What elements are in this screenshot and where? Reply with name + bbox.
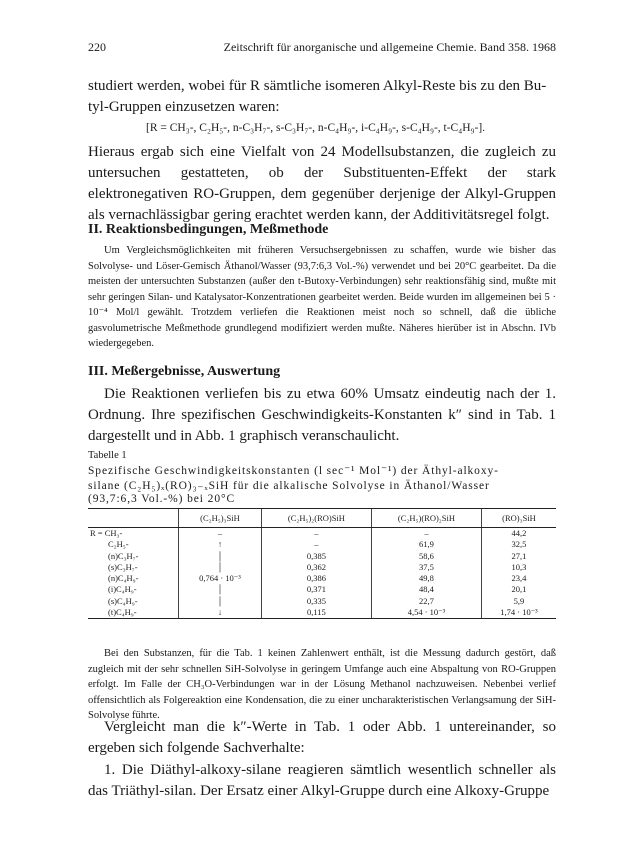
- row-label: (i)C₄H₉-: [108, 584, 137, 595]
- row-label: R = CH₃-: [90, 528, 123, 538]
- table-cell: –: [261, 539, 371, 550]
- table-cell: 37,5: [371, 562, 481, 573]
- table-cell: ↓: [179, 607, 262, 619]
- table-cell: –: [371, 528, 481, 540]
- table-row: [88, 562, 556, 573]
- table-cell: 22,7: [371, 596, 481, 607]
- table-row: [88, 596, 556, 607]
- table-cell: 27,1: [481, 551, 556, 562]
- table-cell: │: [179, 551, 262, 562]
- table-cell: 44,2: [481, 528, 556, 540]
- table-row: [88, 584, 556, 595]
- table-cell: 0,362: [261, 562, 371, 573]
- table-row: [88, 573, 556, 584]
- section-3-heading: III. Meßergebnisse, Auswertung: [88, 364, 281, 379]
- table-cell: 48,4: [371, 584, 481, 595]
- row-label: (s)C₄H₉-: [108, 595, 138, 606]
- table-cell: 5,9: [481, 596, 556, 607]
- table-cell: 0,115: [261, 607, 371, 619]
- page-number: 220: [88, 40, 106, 54]
- table-cell: 32,5: [481, 539, 556, 550]
- section-3-text: Die Reaktionen verliefen bis zu etwa 60% Umsatz eindeutig nach der 1. Ordnung. Ihre spezifischen Geschwindigkeits-Konstanten k″ sind in Tab. 1 dargestellt und in Abb. 1 graphisch veranschaulicht.: [88, 386, 556, 444]
- table-label: Tabelle 1: [88, 450, 127, 461]
- table-cell: 1,74 · 10⁻³: [481, 607, 556, 619]
- rate-constants-table: [88, 508, 556, 619]
- table-footnote: Bei den Substanzen, für die Tab. 1 keinen Zahlenwert enthält, ist die Messung dadurch gestört, daß zugleich mit der sehr schnellen SiH-Solvolyse in geringem Umfange auch eine Abspaltung von RO-Gruppen erfolgt. Im Falle der CH₃O-Verbindungen war in der Lösung Methanol nachzuweisen. Nebenbei verlief offensichtlich als Folgereaktion eine Kondensation, die zu einer uncharakteristischen Verlangsamung der SiH-Solvolyse führte.: [88, 648, 556, 721]
- table-cell: –: [261, 528, 371, 540]
- column-header: (C₂H₅)₃SiH: [179, 509, 262, 528]
- table-cell: ↑: [179, 539, 262, 550]
- table-cell: 4,54 · 10⁻³: [371, 607, 481, 619]
- row-label: (t)C₄H₉-: [88, 607, 179, 619]
- intro-line-1: studiert werden, wobei für R sämtliche isomeren Alkyl-Reste bis zu den Bu-: [88, 78, 547, 94]
- table-cell: 0,371: [261, 584, 371, 595]
- column-header: (C₂H₅)₂(RO)SiH: [261, 509, 371, 528]
- table-cell: 49,8: [371, 573, 481, 584]
- table-cell: │: [179, 584, 262, 595]
- table-cell: │: [179, 596, 262, 607]
- table-cell: 0,386: [261, 573, 371, 584]
- column-header: [88, 509, 179, 528]
- intro-paragraph: Hieraus ergab sich eine Vielfalt von 24 Modellsubstanzen, die zugleich zu untersuchen gestatteten, ob der Substituenten-Effekt der stark elektronegativen RO-Gruppen, dem gegenüber derjenige der Alkyl-Gruppen als vernachlässigbar gering erachtet werden kann, der Additivitätsregel folgt.: [88, 144, 556, 223]
- table-cell: 10,3: [481, 562, 556, 573]
- row-label: (n)C₄H₉-: [108, 573, 139, 584]
- table-cell: 0,335: [261, 596, 371, 607]
- table-row: [88, 607, 556, 619]
- table-cell: 61,9: [371, 539, 481, 550]
- table-cell: 23,4: [481, 573, 556, 584]
- closing-paragraph-1: Vergleicht man die k″-Werte in Tab. 1 oder Abb. 1 untereinander, so ergeben sich folgende Sachverhalte:: [88, 719, 556, 756]
- table-caption-line-1: Spezifische Geschwindigkeitskonstanten (l sec⁻¹ Mol⁻¹) der Äthyl-alkoxy-: [88, 465, 499, 477]
- table-cell: 0,385: [261, 551, 371, 562]
- row-label: (s)C₃H₇-: [108, 561, 138, 572]
- row-label: C₂H₅-: [108, 539, 129, 550]
- row-label: (n)C₃H₇-: [108, 550, 139, 561]
- table-cell: –: [179, 528, 262, 540]
- table-row: [88, 539, 556, 550]
- table-cell: 0,764 · 10⁻³: [179, 573, 262, 584]
- table-row: [88, 551, 556, 562]
- table-cell: 20,1: [481, 584, 556, 595]
- table-cell: 58,6: [371, 551, 481, 562]
- section-2-heading: II. Reaktionsbedingungen, Meßmethode: [88, 222, 329, 237]
- table-row: [88, 528, 556, 540]
- column-header: (C₂H₅)(RO)₂SiH: [371, 509, 481, 528]
- intro-line-2: tyl-Gruppen einzusetzen waren:: [88, 99, 280, 115]
- table-caption-line-3: (93,7:6,3 Vol.-%) bei 20°C: [88, 493, 236, 505]
- column-header: (RO)₃SiH: [481, 509, 556, 528]
- table-cell: │: [179, 562, 262, 573]
- table-caption-line-2: silane (C₂H₅)ₓ(RO)₃₋ₓSiH für die alkalische Solvolyse in Äthanol/Wasser: [88, 480, 490, 492]
- section-2-text: Um Vergleichsmöglichkeiten mit früheren Versuchsergebnissen zu schaffen, wurde wie bisher das Solvolyse- und Löser-Gemisch Äthanol/Wasser (93,7:6,3 Vol.-%) verwendet und bei 20°C gearbeitet. Da die meisten der untersuchten Substanzen (außer den t-Butoxy-Verbindungen) sehr reaktionsfähig sind, mußte mit sehr geringen Silan- und Katalysator-Konzentrationen gearbeitet werden. Beide wurden im allgemeinen bei 5 · 10⁻⁴ Mol/l gewählt. Trotzdem verliefen die Reaktionen meist noch so schnell, daß die übliche gasvolumetrische Meßmethode grundlegend modifiziert werden mußte. Näheres hierüber ist in Abschn. IVb wiedergegeben.: [88, 245, 556, 349]
- table-header-row: [88, 509, 556, 528]
- journal-title: Zeitschrift für anorganische und allgemeine Chemie. Band 358. 1968: [223, 40, 556, 54]
- closing-paragraph-2: 1. Die Diäthyl-alkoxy-silane reagieren sämtlich wesentlich schneller als das Triäthyl-silan. Der Ersatz einer Alkyl-Gruppe durch eine Alkoxy-Gruppe: [88, 762, 556, 799]
- alkyl-formula: [R = CH₃-, C₂H₅-, n-C₃H₇-, s-C₃H₇-, n-C₄H₉-, i-C₄H₉-, s-C₄H₉-, t-C₄H₉-].: [146, 122, 486, 134]
